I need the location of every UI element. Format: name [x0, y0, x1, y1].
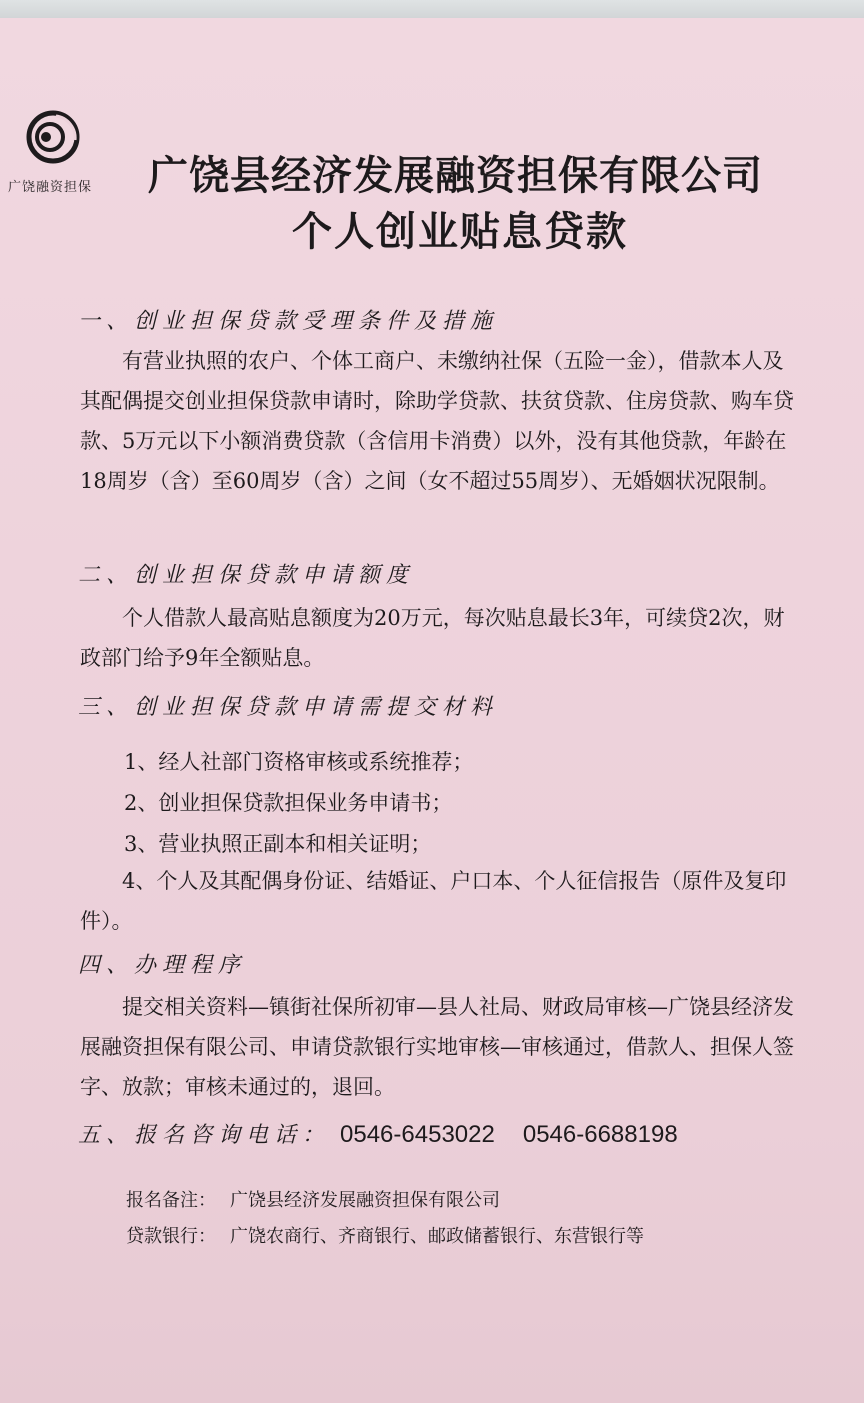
phone-number-1: 0546-6453022 — [340, 1121, 495, 1148]
note-bank — [126, 1222, 644, 1248]
section-body-4: 提交相关资料—镇街社保所初审—县人社局、财政局审核—广饶县经济发展融资担保有限公司、申请贷款银行实地审核—审核通过，借款人、担保人签字、放款；审核未通过的，退回。 — [80, 995, 794, 1099]
note-registration — [126, 1186, 500, 1212]
note-bank-key: 贷款银行： — [126, 1226, 216, 1247]
list-item: 4、个人及其配偶身份证、结婚证、户口本、个人征信报告（原件及复印件）。 — [80, 869, 787, 933]
list-item: 1、经人社部门资格审核或系统推荐； — [124, 750, 474, 774]
section-heading-3: 三、创业担保贷款申请需提交材料 — [78, 695, 499, 720]
phone-label: 五、报名咨询电话： — [78, 1123, 331, 1148]
phone-line — [78, 1118, 678, 1149]
page-subtitle: 个人创业贴息贷款 — [292, 208, 628, 255]
section-heading-2: 二、创业担保贷款申请额度 — [78, 563, 415, 588]
list-item: 2、创业担保贷款担保业务申请书； — [124, 791, 453, 815]
note-registration-key: 报名备注： — [126, 1190, 216, 1211]
section-body-2: 个人借款人最高贴息额度为20万元，每次贴息最长3年，可续贷2次，财政部门给予9年全额贴息。 — [80, 606, 785, 670]
list-item: 3、营业执照正副本和相关证明； — [124, 832, 432, 856]
section-heading-1: 一、创业担保贷款受理条件及措施 — [78, 309, 499, 334]
section-heading-4: 四、办理程序 — [78, 953, 247, 978]
logo-text: 广饶融资担保 — [8, 180, 93, 195]
company-logo-icon — [26, 110, 80, 164]
note-bank-value: 广饶农商行、齐商银行、邮政储蓄银行、东营银行等 — [230, 1226, 644, 1247]
note-registration-value: 广饶县经济发展融资担保有限公司 — [230, 1190, 500, 1211]
phone-number-2: 0546-6688198 — [522, 1121, 678, 1148]
page-title: 广饶县经济发展融资担保有限公司 — [148, 152, 763, 199]
section-body-1: 有营业执照的农户、个体工商户、未缴纳社保（五险一金），借款本人及其配偶提交创业担保贷款申请时，除助学贷款、扶贫贷款、住房贷款、购车贷款、5万元以下小额消费贷款（含信用卡消费）以外，没有其他贷款，年龄在18周岁（含）至60周岁（含）之间（女不超过55周岁）、无婚姻状况限制。 — [80, 349, 794, 493]
